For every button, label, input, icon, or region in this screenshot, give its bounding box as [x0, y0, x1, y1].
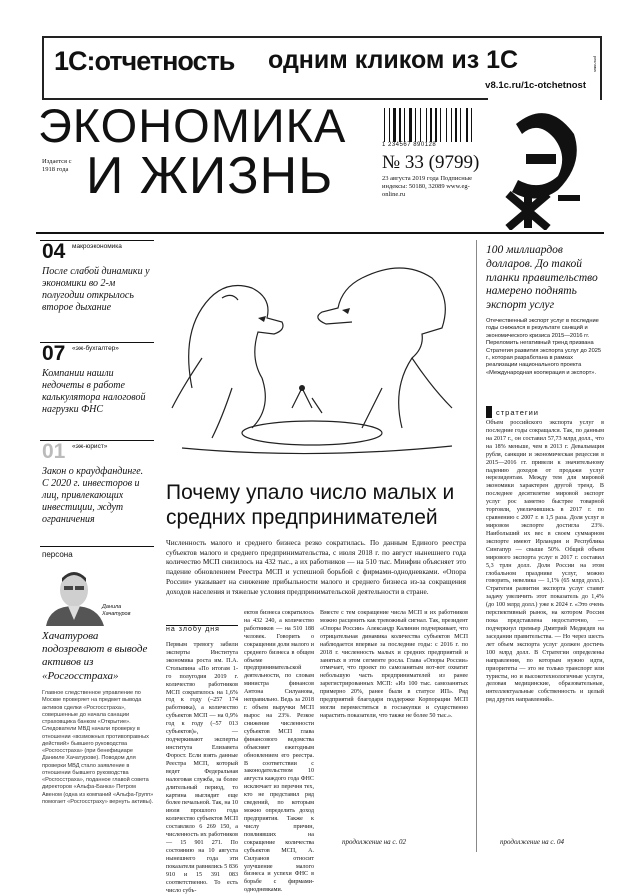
barcode-bar [393, 108, 396, 142]
section-teaser[interactable]: После слабой динамики у экономики во 2-м полугодии открылось второе дыхание [42, 266, 150, 313]
continued-link[interactable]: продолжение на с. 04 [500, 838, 565, 846]
section-tag: «эж-бухгалтер» [72, 345, 119, 352]
ad-logo: 1С:отчетность [54, 46, 235, 76]
barcode-bar [384, 108, 385, 142]
ad-label: реклама [593, 56, 598, 72]
barcode-bar [440, 108, 441, 142]
barcode-bar [451, 108, 452, 142]
issue-details: 23 августа 2019 года Подписные индексы: 50180, 32089 www.eg-online.ru [382, 175, 472, 199]
section-tag: «эж-юрист» [72, 443, 108, 450]
section-page-number[interactable]: 04 [42, 240, 66, 263]
barcode-bar [446, 108, 447, 142]
main-lead: Численность малого и среднего бизнеса резко сократилась. По данным Единого реестра субъектов малого и среднего предпринимательства, с июля 2018 г. по август нынешнего года количество МСП снизилось на 432 тыс., а их работников — на 510 тыс. Минфин объясняет это падение обновлением Реестра МСП и успешной борьбой с фирмами-однодневками. «Опора России» указывает на снижение прибыльности малого и среднего бизнеса из-за сокращения доходов населения и тяжелые условия предпринимательской деятельности в стране. [166, 538, 466, 596]
section-page-number[interactable]: 01 [42, 440, 66, 463]
masthead-title-line1: ЭКОНОМИКА [38, 99, 347, 152]
article-column-3: Вместе с тем сокращение числа МСП и их работников можно расценить как тревожный сигнал. Так, президент «Опоры России» Александр Калинин подчеркивает, что отрицательная динамика количества субъектов МСП наблюдается впервые за последние годы: с 2016 г. по 2018 г. численность малых и средних предприятий и занятых в этом сегменте росла. Глава «Опоры России» отмечает, что проект по самозанятым вот-вот охватит небольшую часть предпринимателей из ранее зарегистрированных МСП: «Из 100 тыс. самозанятых примерно 20%, ранее были в статусе ИП». Ряд предприятий благодаря поддержке Корпорации МСП могли переместиться в госзакупки и существенно нарастить показатели, что также не более 50 тыс.». [320, 610, 468, 719]
barcode-bar [426, 108, 427, 142]
section-marker [486, 406, 492, 418]
section-tag: макроэкономика [72, 243, 122, 250]
barcode-bar [420, 108, 421, 142]
since-label: Издается с 1918 года [42, 158, 82, 174]
persona-rule [40, 546, 154, 547]
continued-link[interactable]: продолжение на с. 02 [342, 838, 407, 846]
masthead-rule [36, 232, 604, 234]
barcode-bar [430, 108, 432, 142]
section-teaser[interactable]: Компании нашли недочеты в работе калькулятора налоговой нагрузки ФНС [42, 368, 146, 415]
barcode [382, 108, 480, 142]
column-heading: на злобу дня [166, 626, 220, 633]
barcode-bar [471, 108, 472, 142]
barcode-bar [460, 108, 461, 142]
section-teaser[interactable]: Закон о краудфандинге. С 2020 г. инвесторов и лиц, привлекающих инвестиции, ждут ограничения [42, 466, 144, 525]
barcode-bar [389, 108, 390, 142]
barcode-bar [415, 108, 416, 142]
barcode-bar [435, 108, 437, 142]
export-body: Объем российского экспорта услуг в последние годы сокращался. Так, по данным на 2017 г., он составил 57,73 млрд долл., что на 18% меньше, чем в 2013 г. Девальвация рубля, санкции и экономическая рецессия в 2015—2016 гг. привели к значительному падению доходов от продажи услуг нерезидентам. Между тем для мировой экономики характерен другой тренд. В последнее десятилетие мировой экспорт услуг рос заметно быстрее товарной торговли, увеличившись в 2017 г. по сравнению с 2007 г. в 1,5 раза. Доля услуг в мировом экспорте достигла 23%. Наибольший их вес в своем суммарном экспорте имеют Ирландия и Республика Сингапур — свыше 50%. Общий объем мирового экспорта услуг в 2017 г. составил 5,3 трлн долл. Доля России на этом глобальном празднике услуг, можно говорить, невелика — 1,1% (65 млрд долл.). Стратегия развития экспорта услуг ставит задачу увеличить этот показатель до 1,4% (до 100 млрд долл.) уже к 2024 г. «Это очень перспективный рынок, на котором Россия пока представлена недостаточно, — подчеркнул премьер Дмитрий Медведев на заседании правительства. — Но через шесть лет объем экспорта услуг должен достичь 100 млрд долл. В Стратегии определены направления, по которым нужно идти, приоритеты — это не только транспорт или туристы, но и высокотехнологичные услуги, деловая медицинские, образовательные, интеллектуальные собственность и целый ряд других направлений». [486, 420, 604, 704]
barcode-bar [455, 108, 457, 142]
barcode-bar [466, 108, 468, 142]
dinosaurs-illustration [162, 238, 462, 468]
barcode-bar [404, 108, 405, 142]
export-headline[interactable]: 100 миллиардов долларов. До такой планки правительство намерено поднять экспорт услуг [486, 244, 598, 312]
export-intro: Отечественный экспорт услуг в последние годы снижался в результате санкций и экономического кризиса 2015—2016 гг. Переломить негативный тренд призвана Стратегия развития экспорта услуг до 2025 г., которая разработана в рамках реализации национального проекта «Международная кооперация и экспорт». [486, 318, 602, 376]
article-column-1: Первым тревогу забили эксперты Института экономика роста им. П.А. Столыпина «По итогам 1-го полугодия 2019 г. количество работников МСП сократилось на 1,6% год к году (–257 174 работника), а количество субъектов МСП — на 0,9% год к году (–57 013 субъектов)», — подчеркивают эксперты института Елизавета Форост. Если взять данные Реестра МСП, который ведет Федеральная налоговая служба, за более длительный период, то картина выглядит еще более печальной. Так, на 10 июля прошлого года количество субъектов МСП составляло 6 269 150, а численность их работников — 15 901 271. По состоянию на 10 августа нынешнего года эти показатели равнялись 5 836 910 и 15 391 083 соответственно. То есть число субъ- [166, 642, 238, 894]
barcode-bar [409, 108, 412, 142]
ad-slogan: одним кликом из 1С [268, 46, 519, 74]
masthead-title-text: И ЖИЗНЬ [86, 147, 334, 205]
ej-logo-icon [488, 94, 600, 230]
main-headline[interactable]: Почему упало число малых и средних предпринимателей [166, 481, 455, 530]
persona-body: Главное следственное управление по Москве проверяет на предмет вывода активов сделки «Росгосстраха», совершенные до начала санации страховщика банком «Открытие». Следователи МВД начали проверку в отношении «возможных противоправных действий» бывшего руководства «Росгосстраха» (при бенефициаре Данииле Хачатурове). Поводом для проверки МВД стало заявление в отношении бывшего руководства «Росгосстраха», поданное главой совета директоров «Альфа-Банка» Петром Авеном (одна из компаний «Альфа-Групп» помогает «Росгосстраху» вернуть активы). [42, 690, 154, 805]
persona-name: Данила Хачатуров [102, 604, 131, 617]
masthead-title-line2 [38, 147, 334, 205]
persona-heading: персона [42, 550, 73, 559]
section-page-number[interactable]: 07 [42, 342, 66, 365]
barcode-bar [399, 108, 401, 142]
persona-headline[interactable]: Хачатурова подозревают в выводе активов из «Росгосстраха» [42, 630, 148, 682]
column-divider [476, 240, 477, 852]
article-column-2: ектов бизнеса сократилось на 432 240, а количество работников — на 510 188 человек. Говорить о сокращении доли малого и среднего бизнеса в общем объеме предпринимательской деятельности, по словам министра финансов Антона Силуанова, неправильно. Ведь за 2018 г. объем выручки МСП вырос на 23%. Резкое снижение численности субъектов МСП глава финансового ведомства объясняет ежегодным обновлением его реестра. В соответствии с законодательством 10 августа каждого года ФНС исключает из перечня тех, кто не представил ряд сведений, по которым можно определить доход предприятия. Также к числу причин, повлиявших на сокращение количества субъектов МСП, А. Силуанов относит улучшение малого бизнеса и успехи ФНС в борьбе с фирмами-однодневками. [244, 610, 314, 894]
issue-number: № 33 (9799) [382, 152, 480, 173]
ad-banner[interactable] [42, 36, 602, 100]
barcode-number: 1 234567 890128 [382, 142, 437, 148]
ad-url[interactable]: v8.1c.ru/1c-otchetnost [485, 80, 586, 91]
section-heading: стратегии [496, 408, 539, 417]
